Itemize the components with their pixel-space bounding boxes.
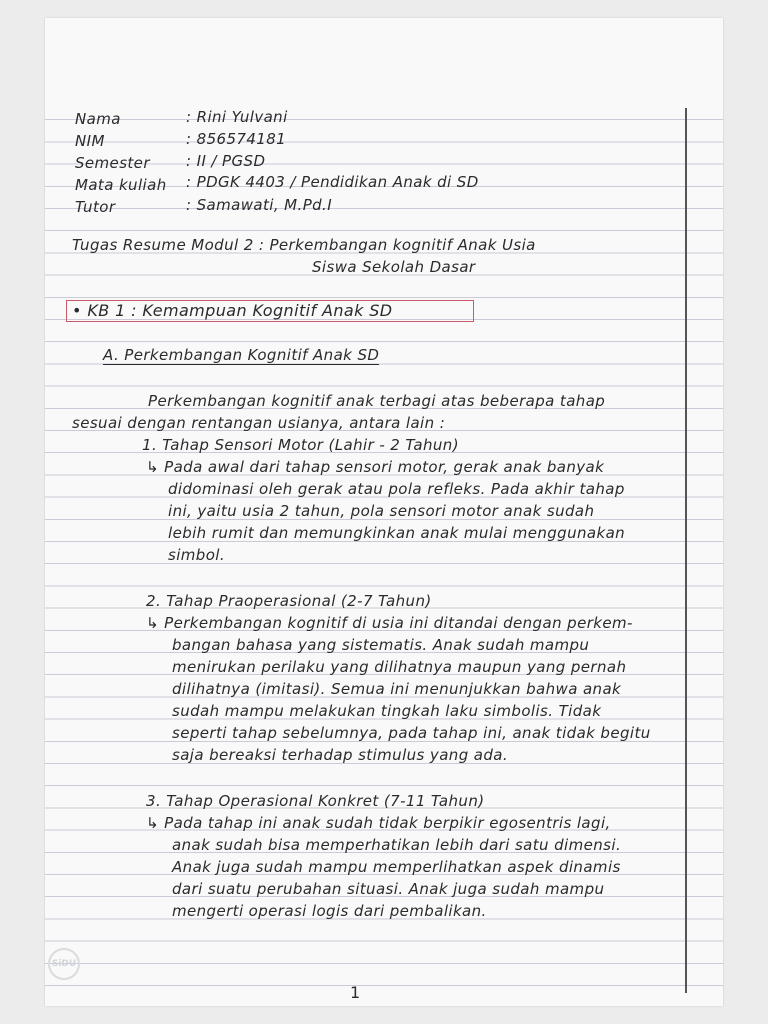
stage-2-line: ↳ Perkembangan kognitif di usia ini ditandai dengan perkem- [146,614,633,632]
stage-3-line: Anak juga sudah mampu memperlihatkan aspek dinamis [172,858,621,876]
stage-3-line: dari suatu perubahan situasi. Anak juga sudah mampu [172,880,605,898]
intro-line-2: sesuai dengan rentangan usianya, antara lain : [72,414,446,432]
header-value-matakuliah: : PDGK 4403 / Pendidikan Anak di SD [186,173,479,191]
watermark-logo: SiDU [48,948,80,980]
stage-1-title: 1. Tahap Sensori Motor (Lahir - 2 Tahun) [142,436,459,454]
header-label-matakuliah: Mata kuliah [75,176,167,194]
intro-line-1: Perkembangan kognitif anak terbagi atas beberapa tahap [148,392,606,410]
stage-1-line: lebih rumit dan memungkinkan anak mulai menggunakan [168,524,626,542]
right-margin-line [685,108,687,993]
kb-heading: • KB 1 : Kemampuan Kognitif Anak SD [72,301,393,320]
stage-2-line: saja bereaksi terhadap stimulus yang ada. [172,746,509,764]
stage-2-line: dilihatnya (imitasi). Semua ini menunjukkan bahwa anak [172,680,622,698]
stage-1-line: ini, yaitu usia 2 tahun, pola sensori motor anak sudah [168,502,595,520]
page-number: 1 [350,983,361,1002]
stage-1-line: ↳ Pada awal dari tahap sensori motor, gerak anak banyak [146,458,605,476]
header-label-tutor: Tutor [75,198,116,216]
assignment-title-line2: Siswa Sekolah Dasar [312,258,476,276]
header-value-nama: : Rini Yulvani [186,108,288,126]
stage-2-line: sudah mampu melakukan tingkah laku simbolis. Tidak [172,702,602,720]
stage-1-line: didominasi oleh gerak atau pola refleks. Pada akhir tahap [168,480,625,498]
stage-3-line: anak sudah bisa memperhatikan lebih dari satu dimensi. [172,836,622,854]
header-label-nim: NIM [75,132,105,150]
stage-3-line: mengerti operasi logis dari pembalikan. [172,902,487,920]
page-top-margin [45,18,723,98]
header-label-nama: Nama [75,110,121,128]
assignment-title-line1: Tugas Resume Modul 2 : Perkembangan kognitif Anak Usia [72,236,536,254]
header-value-semester: : II / PGSD [186,152,266,170]
stage-3-title: 3. Tahap Operasional Konkret (7-11 Tahun) [146,792,485,810]
stage-2-line: bangan bahasa yang sistematis. Anak sudah mampu [172,636,590,654]
stage-2-line: seperti tahap sebelumnya, pada tahap ini, anak tidak begitu [172,724,651,742]
stage-2-title: 2. Tahap Praoperasional (2-7 Tahun) [146,592,432,610]
header-label-semester: Semester [75,154,150,172]
stage-3-line: ↳ Pada tahap ini anak sudah tidak berpikir egosentris lagi, [146,814,611,832]
header-value-tutor: : Samawati, M.Pd.I [186,196,333,214]
stage-1-line: simbol. [168,546,226,564]
section-a-heading: A. Perkembangan Kognitif Anak SD [103,346,380,364]
stage-2-line: menirukan perilaku yang dilihatnya maupun yang pernah [172,658,627,676]
header-value-nim: : 856574181 [186,130,287,148]
